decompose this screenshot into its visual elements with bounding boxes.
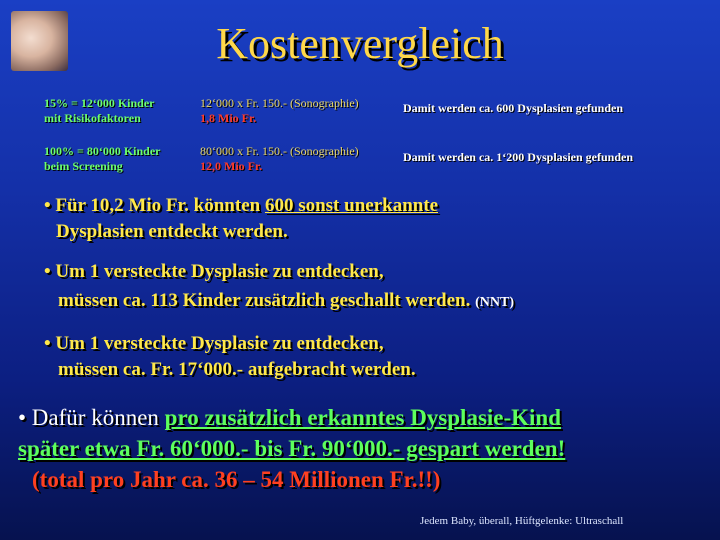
footer-slogan: Jedem Baby, überall, Hüftgelenke: Ultraschall — [420, 515, 624, 527]
conclusion-green-2: später etwa Fr. 60‘000.- bis Fr. 90‘000.- gespart werden! — [18, 436, 566, 461]
row1-calc — [200, 96, 359, 126]
bullet-3 — [44, 331, 416, 383]
conclusion — [18, 402, 565, 495]
row2-calc — [200, 144, 359, 174]
bullet-1-text: • Für 10,2 Mio Fr. könnten — [44, 195, 265, 216]
slide-title: Kostenvergleich — [216, 19, 504, 68]
bullet-2-line1: • Um 1 versteckte Dysplasie zu entdecken, — [44, 261, 384, 282]
row1-result: Damit werden ca. 600 Dysplasien gefunden — [403, 101, 624, 115]
row2-cost: 12,0 Mio Fr. — [200, 159, 263, 173]
row1-group-line2: mit Risikofaktoren — [44, 111, 141, 125]
bullet-2-line2: müssen ca. 113 Kinder zusätzlich geschallt werden. — [58, 290, 471, 311]
bullet-1-line2: Dysplasien entdeckt werden. — [56, 221, 288, 242]
row2-group — [44, 144, 161, 174]
conclusion-green-1: pro zusätzlich erkanntes Dysplasie-Kind — [164, 405, 562, 430]
nnt-note: (NNT) — [475, 295, 514, 310]
bullet-3-line2: müssen ca. Fr. 17‘000.- aufgebracht werden. — [58, 359, 416, 380]
bullet-3-line1: • Um 1 versteckte Dysplasie zu entdecken, — [44, 333, 384, 354]
row1-cost: 1,8 Mio Fr. — [200, 111, 257, 125]
bullet-1 — [44, 193, 438, 245]
bullet-2 — [44, 259, 514, 316]
row1-group-line1: 15% = 12‘000 Kinder — [44, 96, 155, 110]
bullet-1-underlined: 600 sonst unerkannte — [264, 195, 439, 216]
row1-group — [44, 96, 155, 126]
row2-group-line1: 100% = 80‘000 Kinder — [44, 144, 161, 158]
row2-result: Damit werden ca. 1‘200 Dysplasien gefunden — [403, 150, 633, 164]
row2-calc-text: 80‘000 x Fr. 150.- (Sonographie) — [200, 144, 359, 158]
row1-calc-text: 12‘000 x Fr. 150.- (Sonographie) — [200, 96, 359, 110]
conclusion-pre: • Dafür können — [18, 405, 165, 430]
conclusion-total: (total pro Jahr ca. 36 – 54 Millionen Fr.!!) — [32, 467, 441, 492]
row2-group-line2: beim Screening — [44, 159, 123, 173]
